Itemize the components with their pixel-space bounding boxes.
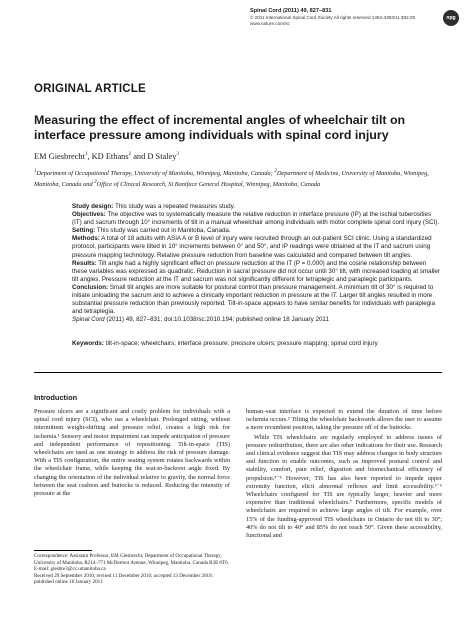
section-text: A total of 18 adults with ASIA A or B level of injury were recruited through an out-patient SCI clinic. Using a standardized protocol, participants were tilted in 10° increments between 0° and 50°, and IP readings were obtained at the IT and sacrum using pressure mapping technology. Relative pressure reduction from baseline was calculated and compared between tilt angles.: [72, 235, 432, 259]
email[interactable]: E-mail: giesbre3@cc.umanitoba.ca: [34, 566, 106, 573]
abstract-study-design: [72, 203, 442, 211]
affil-sup: 1: [34, 169, 37, 174]
section-text: Tilt angle had a highly significant effect on pressure reduction at the IT (P = 0.000) and the cosine relationship between these variables was expressed as quadratic. Reduction in sacral pressure did not occur until 30° tilt, with increased loading at smaller tilt angles. Pressure reduction at the IT and sacrum was not significantly different for tetraplegic and paraplegic participants.: [72, 259, 440, 283]
affil-sup: 2: [274, 169, 277, 174]
affil-sup: 3: [94, 179, 97, 185]
footnotes: [34, 553, 230, 586]
article-citation: [72, 316, 442, 324]
abstract: [72, 203, 442, 324]
journal-url[interactable]: www.nature.com/sc: [250, 21, 290, 26]
abstract-conclusion: [72, 284, 442, 316]
section-label: Conclusion:: [72, 283, 109, 291]
author-list: EM Giesbrecht$^1$, KD Ethans$^2$ and D Staley$^3$: [34, 152, 179, 161]
correspondence: Correspondence: Assistant Professor, EM Giesbrecht, Department of Occupational Therapy, University of Manitoba, R214–771 McDermot Avenue, Winnipeg, Manitoba, Canada R3E 0T6.: [34, 553, 229, 566]
author-name: EM Giesbrecht: [34, 152, 85, 161]
author-and: and: [131, 152, 148, 161]
section-divider: [34, 372, 442, 373]
author-sup: 1: [84, 152, 88, 158]
body-paragraph: While TIS wheelchairs are regularly employed to address issues of pressure redistribution, there are also other indications for their use. Research and clinical evidence suggest that TIS may address changes in body structure and function to enable outcomes, such as improved postural control and stability, comfort, pain relief, digestion and biomechanical efficiency of propulsion.³⁻⁵ However, TIS has also been reported to impede upper extremity function, elicit abnormal reflexes and limit accessibility.³⁻⁶ Wheelchairs configured for TIS are typically larger, heavier and more expensive than traditional wheelchairs.⁷ Furthermore, specific models of wheelchairs are required to achieve large angles of tilt. For example, over 15% of the funding-approved TIS wheelchairs in Ontario do not tilt to 30°; 40% do not tilt to 40° and 85% do not reach 50°. Given these accessibility, functional and: [246, 433, 442, 540]
body-column-right: [246, 408, 442, 540]
copyright-line: © 2011 International Spinal Cord Society All rights reserved 1362-4393/11 $32.00: [250, 15, 416, 20]
section-label: Study design:: [72, 203, 114, 210]
section-text: This study was carried out in Manitoba, Canada.: [96, 227, 231, 235]
affiliations: [34, 168, 444, 189]
body-column-left: [34, 408, 230, 498]
section-text: Small tilt angles are more suitable for postural control than pressure management. A minimum tilt of 30° is required to initiate unloading the sacrum and to achieve a clinically important reduction in pressure at the IT. Larger tilt angles resulted in more substantial pressure reduction than previously reported. Tilt-in-space appears to have similar benefits for individuals with paraplegia and tetraplegia.: [72, 283, 436, 316]
section-text: The objective was to systematically measure the relative reduction in interface pressure (IP) at the ischial tuberosities (IT) and sacrum through 10° increments of tilt in a manual wheelchair among individuals with motor complete spinal cord injury (SCI).: [72, 211, 440, 227]
author-name: KD Ethans: [91, 152, 129, 161]
section-label: Objectives:: [72, 211, 106, 219]
section-label: Setting:: [72, 227, 96, 235]
npg-logo: npg: [443, 10, 459, 26]
citation-journal: Spinal Cord: [72, 316, 105, 324]
keywords-label: Keywords:: [72, 340, 104, 347]
journal-header: [250, 8, 430, 27]
keywords-text: tilt-in-space; wheelchairs; interface pressure; pressure ulcers; pressure mapping; spinal cord injury: [105, 340, 378, 347]
section-label: Methods:: [72, 235, 100, 243]
abstract-methods: [72, 235, 442, 259]
author-sup: 2: [128, 152, 132, 158]
article-title: Measuring the effect of incremental angles of wheelchair tilt on interface pressure among individuals with spinal cord injury: [34, 113, 406, 142]
keywords: [72, 340, 442, 348]
received-dates: Received 29 September 2010; revised 11 December 2010; accepted 13 December 2010; published online 18 January 2011: [34, 572, 214, 586]
section-label: Results:: [72, 259, 97, 267]
citation-details: (2011) 49, 827–831; doi:10.1038/sc.2010.194; published online 18 January 2011: [104, 316, 329, 324]
journal-citation: Spinal Cord (2011) 49, 827–831: [250, 8, 332, 14]
section-heading: Introduction: [34, 393, 78, 402]
abstract-setting: [72, 227, 442, 235]
footnote-rule: [34, 550, 92, 551]
article-type: ORIGINAL ARTICLE: [34, 83, 146, 95]
affiliation: Office of Clinical Research, St Boniface General Hospital, Winnipeg, Manitoba, Canada: [96, 180, 321, 188]
affiliation: Department of Occupational Therapy, University of Manitoba, Winnipeg, Manitoba, Canada;: [36, 170, 275, 178]
body-paragraph: human–seat interface is expected to extend the duration of time before ischemia occurs.² Tilting the wheelchair backwards allows the user to assume a more recumbent position, taking the pressure off of the buttocks.: [246, 408, 442, 432]
body-paragraph: Pressure ulcers are a significant and costly problem for individuals with a spinal cord injury (SCI), who use a wheelchair. Prolonged sitting, without intermittent weight-shifting and pressure relief, creates a high risk for ischemia.¹ Sensory and motor impairment can impede anticipation of pressure and independent performance of repositioning. Tilt-in-space (TIS) wheelchairs are used as one strategy to address the risk of pressure damage. With a TIS configuration, the entire seating system rotates backwards within the wheelchair frame, while keeping the seat-to-backrest angle fixed. By changing the orientation of the individual relative to gravity, the normal force between the seat cushion and buttocks is reduced. Reducing the intensity of pressure at the: [34, 408, 230, 498]
abstract-objectives: [72, 211, 442, 227]
affiliation: Department of Medicine, University of Manitoba, Winnipeg, Manitoba, Canada and: [34, 170, 429, 188]
section-text: This study was a repeated measures study.: [114, 203, 236, 210]
abstract-results: [72, 260, 442, 284]
author-name: D Staley: [147, 152, 177, 161]
author-sup: 3: [176, 152, 179, 158]
